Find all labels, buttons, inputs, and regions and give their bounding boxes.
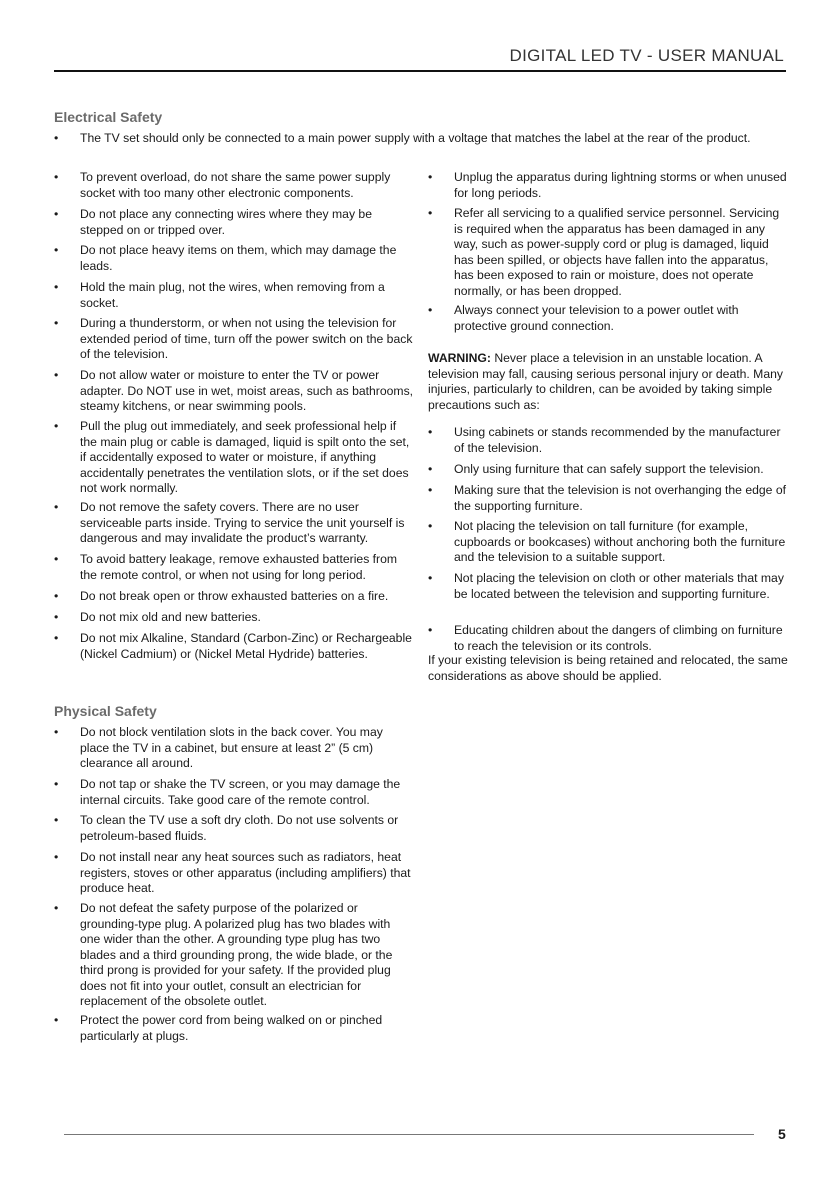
bullet-dot: • <box>54 280 59 294</box>
footer-rule <box>64 1134 754 1135</box>
header-rule <box>54 70 786 72</box>
bullet-text: Do not tap or shake the TV screen, or you may damage the internal circuits. Take good care of the remote control. <box>80 777 401 807</box>
physical-safety-heading: Physical Safety <box>54 703 157 719</box>
bullet-text: Do not place heavy items on them, which may damage the leads. <box>80 243 397 273</box>
bullet-text: Educating children about the dangers of climbing on furniture to reach the television or its controls. <box>454 623 783 653</box>
bullet-text: Do not allow water or moisture to enter the TV or power adapter. Do NOT use in wet, moist areas, such as bathrooms, steamy kitchens, or near swimming pools. <box>80 368 414 413</box>
page-header-title: DIGITAL LED TV - USER MANUAL <box>509 46 784 65</box>
bullet-dot: • <box>54 170 59 184</box>
bullet-dot: • <box>54 631 59 645</box>
electrical-safety-heading: Electrical Safety <box>54 109 163 125</box>
bullet-text: To avoid battery leakage, remove exhausted batteries from the remote control, or when not using for long period. <box>80 552 398 582</box>
bullet-dot: • <box>428 519 433 533</box>
bullet-text: Not placing the television on tall furniture (for example, cupboards or bookcases) without anchoring both the furniture and the television to a suitable support. <box>454 519 786 564</box>
bullet-text: During a thunderstorm, or when not using the television for extended period of time, turn off the power switch on the back of the television. <box>80 316 413 361</box>
bullet-dot: • <box>428 623 433 637</box>
bullet-dot: • <box>54 813 59 827</box>
bullet-dot: • <box>428 571 433 585</box>
bullet-dot: • <box>54 243 59 257</box>
bullet-dot: • <box>54 850 59 864</box>
bullet-text: Do not defeat the safety purpose of the polarized or grounding-type plug. A polarized plug has two blades with one wider than the other. A grounding type plug has two blades and a third grounding prong, the wide blade, or the third prong is provided for your safety. If the provided plug does not fit into your outlet, consult an electrician for replacement of the obsolete outlet. <box>80 901 393 1008</box>
bullet-text: Protect the power cord from being walked on or pinched particularly at plugs. <box>80 1013 383 1043</box>
bullet-text: The TV set should only be connected to a main power supply with a voltage that matches the label at the rear of the product. <box>80 131 751 145</box>
bullet-text: Do not mix Alkaline, Standard (Carbon-Zinc) or Rechargeable (Nickel Cadmium) or (Nickel Metal Hydride) batteries. <box>80 631 412 661</box>
bullet-text: Only using furniture that can safely support the television. <box>454 462 764 476</box>
bullet-dot: • <box>54 500 59 514</box>
bullet-text: Always connect your television to a power outlet with protective ground connection. <box>454 303 739 333</box>
bullet-text: Not placing the television on cloth or other materials that may be located between the television and supporting furniture. <box>454 571 784 601</box>
bullet-text: Do not remove the safety covers. There are no user serviceable parts inside. Trying to service the unit yourself is dangerous and may invalidate the product’s warranty. <box>80 500 405 545</box>
bullet-dot: • <box>54 777 59 791</box>
warning-text: Never place a television in an unstable location. A television may fall, causing serious personal injury or death. Many injuries, particularly to children, can be avoided by taking simple precautions such as: <box>428 351 783 412</box>
warning-paragraph <box>428 351 788 413</box>
bullet-text: Do not mix old and new batteries. <box>80 610 261 624</box>
bullet-dot: • <box>54 589 59 603</box>
bullet-dot: • <box>54 610 59 624</box>
bullet-text: Do not install near any heat sources such as radiators, heat registers, stoves or other apparatus (including amplifiers) that produce heat. <box>80 850 411 895</box>
bullet-dot: • <box>54 725 59 739</box>
bullet-text: Hold the main plug, not the wires, when removing from a socket. <box>80 280 385 310</box>
bullet-text: Refer all servicing to a qualified service personnel. Servicing is required when the apparatus has been damaged in any way, such as power-supply cord or plug is damaged, liquid has been spilled, or objects have fallen into the apparatus, has been exposed to rain or moisture, does not operate normally, or has been dropped. <box>454 206 780 298</box>
bullet-dot: • <box>54 552 59 566</box>
bullet-text: Pull the plug out immediately, and seek professional help if the main plug or cable is damaged, liquid is spilt onto the set, if accidentally exposed to water or moisture, if anything accidentally penetrates the ventilation slots, or if the set does not work normally. <box>80 419 410 495</box>
bullet-dot: • <box>428 170 433 184</box>
bullet-dot: • <box>54 316 59 330</box>
bullet-dot: • <box>54 1013 59 1027</box>
bullet-text: To prevent overload, do not share the same power supply socket with too many other electronic components. <box>80 170 391 200</box>
warning-label: WARNING: <box>428 351 491 365</box>
bullet-dot: • <box>428 425 433 439</box>
bullet-dot: • <box>428 206 433 220</box>
bullet-dot: • <box>428 303 433 317</box>
page-number: 5 <box>778 1126 786 1142</box>
bullet-text: Do not block ventilation slots in the back cover. You may place the TV in a cabinet, but ensure at least 2” (5 cm) clearance all around. <box>80 725 383 770</box>
bullet-dot: • <box>428 483 433 497</box>
bullet-text: Making sure that the television is not overhanging the edge of the supporting furniture. <box>454 483 786 513</box>
warning-closing-paragraph: If your existing television is being retained and relocated, the same considerations as above should be applied. <box>428 653 788 683</box>
bullet-dot: • <box>428 462 433 476</box>
bullet-text: Do not place any connecting wires where they may be stepped on or tripped over. <box>80 207 372 237</box>
bullet-dot: • <box>54 419 59 433</box>
bullet-dot: • <box>54 207 59 221</box>
bullet-text: Do not break open or throw exhausted batteries on a fire. <box>80 589 389 603</box>
bullet-text: Using cabinets or stands recommended by the manufacturer of the television. <box>454 425 781 455</box>
bullet-dot: • <box>54 131 59 145</box>
bullet-text: Unplug the apparatus during lightning storms or when unused for long periods. <box>454 170 787 200</box>
bullet-text: To clean the TV use a soft dry cloth. Do not use solvents or petroleum-based fluids. <box>80 813 399 843</box>
bullet-dot: • <box>54 368 59 382</box>
bullet-dot: • <box>54 901 59 915</box>
